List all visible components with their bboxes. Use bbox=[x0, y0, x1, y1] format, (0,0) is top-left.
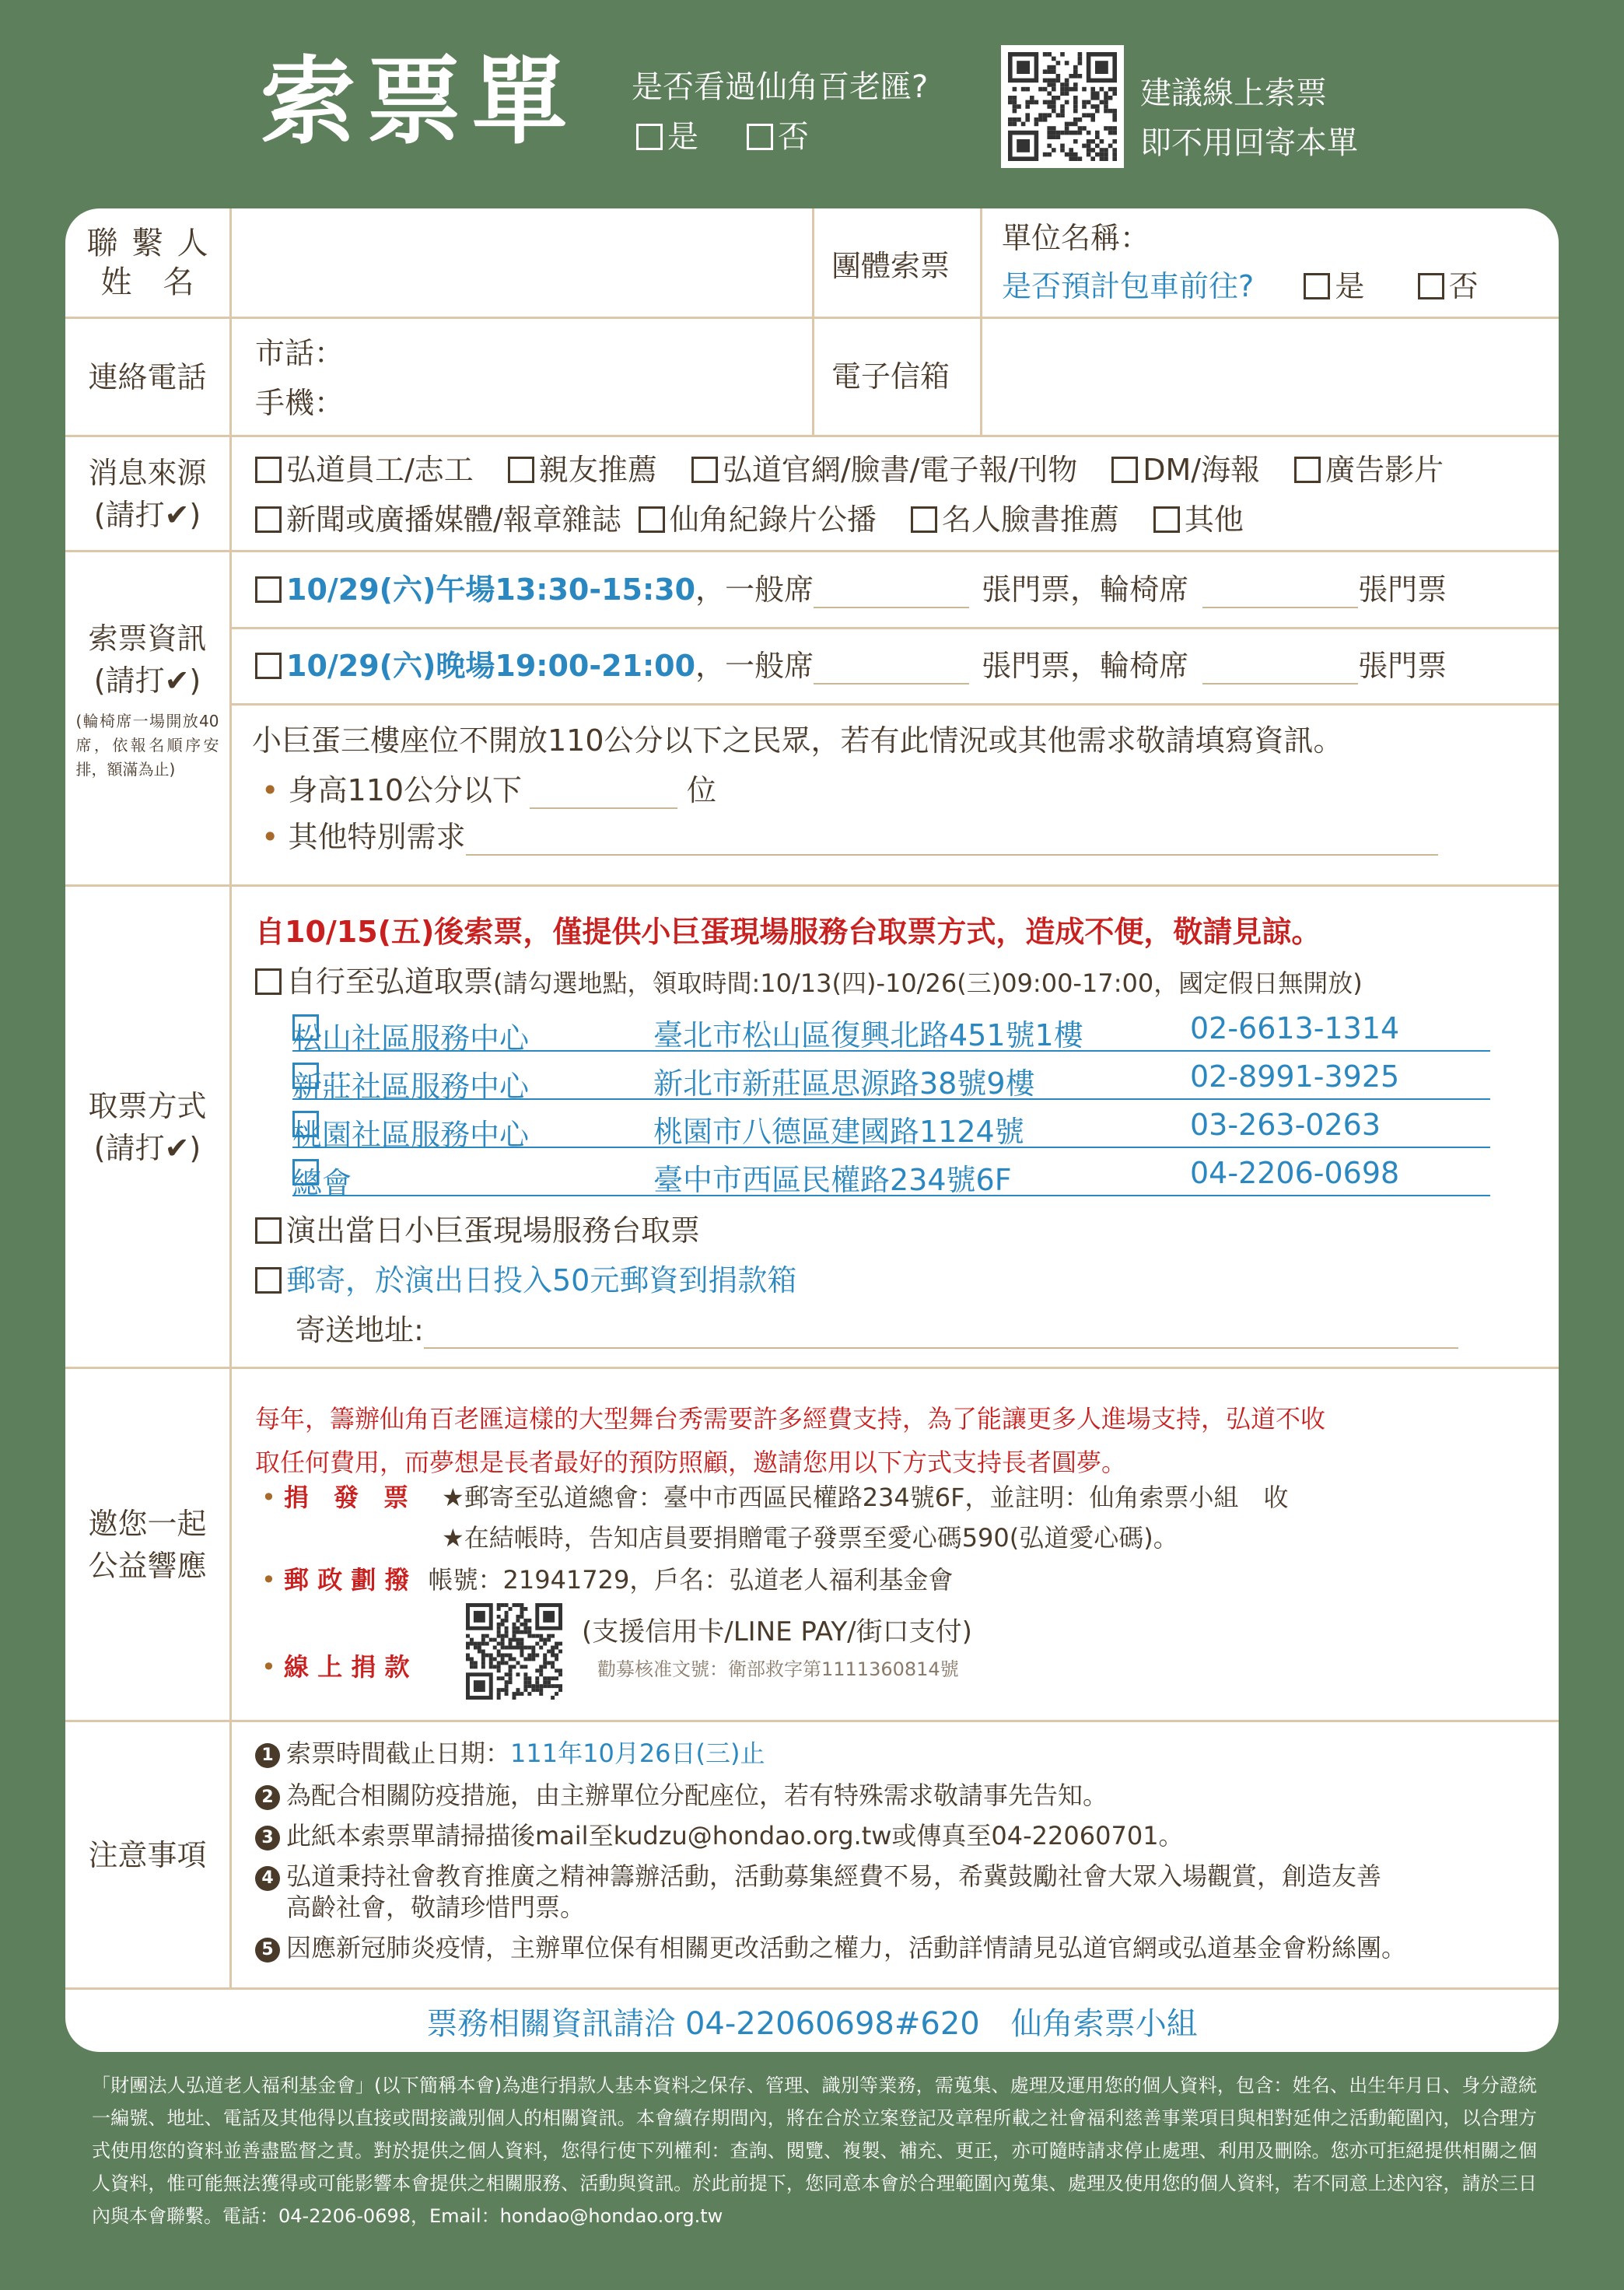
mobile-phone-field[interactable]: 手機： bbox=[255, 386, 345, 420]
session2-time: 10/29(六)晚場19:00-21:00 bbox=[286, 649, 696, 683]
session1-time: 10/29(六)午場13:30-15:30 bbox=[286, 572, 696, 607]
checkbox-icon[interactable] bbox=[255, 968, 282, 995]
checkbox-icon[interactable] bbox=[255, 506, 282, 533]
qr-code-icon bbox=[466, 1603, 562, 1700]
checkmark-icon: ✔ bbox=[164, 1130, 190, 1165]
note-item-1: 1 索票時間截止日期：111年10月26日(三)止 bbox=[255, 1738, 765, 1769]
notes-label: 注意事項 bbox=[65, 1722, 232, 1987]
group-ticket-label: 團體索票 bbox=[831, 249, 950, 283]
source-option[interactable]: 弘道官網/臉書/電子報/刊物 bbox=[691, 453, 1077, 487]
pickup-location-row[interactable]: 松山社區服務中心 臺北市松山區復興北路451號1樓 02-6613-1314 bbox=[292, 1008, 1490, 1052]
checkbox-icon[interactable] bbox=[1153, 506, 1180, 533]
session1-row: 10/29(六)午場13:30-15:30，一般席 張門票，輪椅席 張門票 bbox=[255, 572, 1447, 608]
source-option[interactable]: 弘道員工/志工 bbox=[255, 453, 474, 487]
source-option[interactable]: 新聞或廣播媒體/報章雜誌 bbox=[255, 502, 621, 537]
header bbox=[0, 0, 1624, 202]
source-option[interactable]: 廣告影片 bbox=[1294, 453, 1444, 487]
source-option[interactable]: 親友推薦 bbox=[508, 453, 657, 487]
source-label: 消息來源 (請打✔) bbox=[65, 437, 232, 550]
note-item-4: 4 弘道秉持社會教育推廣之精神籌辦活動，活動募集經費不易，希冀鼓勵社會大眾入場觀賞，創造友善 高齡社會，敬請珍惜門票。 bbox=[255, 1861, 1381, 1923]
session2-row: 10/29(六)晚場19:00-21:00，一般席 張門票，輪椅席 張門票 bbox=[255, 649, 1447, 685]
online-donation: • 線 上 捐 款 bbox=[261, 1652, 410, 1682]
bus-question: 是否預計包車前往? 是 否 bbox=[1002, 269, 1479, 303]
online-donation-note: (支援信用卡/LINE PAY/街口支付) bbox=[582, 1616, 972, 1647]
source-section bbox=[65, 437, 1559, 552]
online-ticket-hint bbox=[1140, 68, 1358, 168]
qr-code-icon[interactable] bbox=[466, 1603, 562, 1700]
note-item-5: 5 因應新冠肺炎疫情，主辦單位保有相關更改活動之權力，活動詳情請見弘道官網或弘道基金會粉絲團。 bbox=[255, 1932, 1406, 1963]
seen-no-option[interactable]: 否 bbox=[747, 118, 809, 156]
pickup-warning: 自10/15(五)後索票，僅提供小巨蛋現場服務台取票方式，造成不便，敬請見諒。 bbox=[255, 915, 1321, 949]
online-hint-line2: 即不用回寄本單 bbox=[1140, 125, 1358, 161]
source-option[interactable]: 名人臉書推薦 bbox=[911, 502, 1119, 537]
contact-label: 聯繫人 姓 名 bbox=[65, 208, 232, 317]
ticket-contact-footer: 票務相關資訊請洽 04-22060698#620 仙角索票小組 bbox=[426, 2005, 1198, 2042]
checkbox-icon[interactable] bbox=[255, 457, 282, 483]
checkbox-icon[interactable] bbox=[1294, 457, 1321, 483]
checkmark-icon: ✔ bbox=[164, 664, 190, 698]
source-option[interactable]: 其他 bbox=[1153, 502, 1244, 537]
page-title: 索票單 bbox=[261, 47, 578, 157]
checkbox-icon[interactable] bbox=[691, 457, 718, 483]
numbered-circle-icon: 1 bbox=[255, 1743, 280, 1768]
pickup-label: 取票方式 (請打✔) bbox=[65, 887, 232, 1367]
permit-number: 勸募核准文號：衛部救字第1111360814號 bbox=[597, 1658, 959, 1680]
qr-code-icon bbox=[1008, 52, 1117, 161]
numbered-circle-icon: 3 bbox=[255, 1826, 280, 1851]
form-card bbox=[65, 208, 1559, 2052]
phone-section bbox=[65, 319, 1559, 437]
checkbox-icon[interactable] bbox=[255, 1217, 282, 1244]
seen-before-question: 是否看過仙角百老匯? bbox=[632, 69, 929, 105]
mail-address-row: 寄送地址: bbox=[296, 1313, 1458, 1349]
checkbox-icon[interactable] bbox=[747, 124, 773, 150]
qr-code-icon[interactable] bbox=[1001, 45, 1124, 168]
session1-general-field[interactable] bbox=[814, 577, 969, 608]
email-label: 電子信箱 bbox=[831, 359, 950, 394]
invoice-method-2: ★在結帳時，告知店員要捐贈電子發票至愛心碼590(弘道愛心碼)。 bbox=[442, 1523, 1178, 1553]
privacy-statement: 「財團法人弘道老人福利基金會」(以下簡稱本會)為進行捐款人基本資料之保存、管理、識別等業務，需蒐集、處理及運用您的個人資料，包含：姓名、出生年月日、身分證統一編號、地址、電話及其他得以直接或間接識別個人的相關資訊。本會續存期間內，將在合於立案登記及章程所載之社會福利慈善事業項目與相對延伸之活動範圍內，以合理方式使用您的資料並善盡監督之責。對於提供之個人資料，您得行使下列權利：查詢、閱覽、複製、補充、更正，亦可隨時請求停止處理、利用及刪除。您亦可拒絕提供相關之個人資料，惟可能無法獲得或可能影響本會提供之相關服務、活動與資訊。於此前提下，您同意本會於合理範圍內蒐集、處理及使用您的個人資料，若不同意上述內容，請於三日內與本會聯繫。電話：04-2206-0698，Email：hondao@hondao.org.tw bbox=[92, 2075, 1537, 2227]
session2-general-field[interactable] bbox=[814, 653, 969, 685]
charity-label: 邀您一起 公益響應 bbox=[65, 1369, 232, 1720]
phone-label: 連絡電話 bbox=[65, 319, 232, 435]
note-item-2: 2 為配合相關防疫措施，由主辦單位分配座位，若有特殊需求敬請事先告知。 bbox=[255, 1780, 1108, 1811]
session1-wheelchair-field[interactable] bbox=[1202, 577, 1358, 608]
invoice-method-1: ★郵寄至弘道總會：臺中市西區民權路234號6F，並註明：仙角索票小組 收 bbox=[442, 1483, 1289, 1512]
ticket-section bbox=[65, 552, 1559, 887]
note-item-3: 3 此紙本索票單請掃描後mail至kudzu@hondao.org.tw或傳真至04-22060701。 bbox=[255, 1820, 1184, 1851]
session2-wheelchair-field[interactable] bbox=[1202, 653, 1358, 685]
height-notice: 小巨蛋三樓座位不開放110公分以下之民眾，若有此情況或其他需求敬請填寫資訊。 bbox=[252, 723, 1343, 758]
checkbox-icon[interactable] bbox=[1418, 273, 1444, 299]
height-item: • 身高110公分以下 位 bbox=[261, 773, 717, 807]
mail-pickup-option[interactable]: 郵寄，於演出日投入50元郵資到捐款箱 bbox=[255, 1263, 796, 1299]
notes-section bbox=[65, 1722, 1559, 1990]
seen-yes-option[interactable]: 是 bbox=[636, 118, 698, 156]
checkbox-icon[interactable] bbox=[636, 124, 663, 150]
email-field[interactable] bbox=[999, 334, 1543, 420]
source-option[interactable]: DM/海報 bbox=[1111, 453, 1260, 487]
pickup-location-row[interactable]: 總會 臺中市西區民權路234號6F 04-2206-0698 bbox=[292, 1153, 1490, 1196]
checkbox-icon[interactable] bbox=[508, 457, 534, 483]
checkbox-icon[interactable] bbox=[255, 1267, 282, 1294]
onsite-pickup-option[interactable]: 演出當日小巨蛋現場服務台取票 bbox=[255, 1213, 700, 1249]
contact-name-field[interactable] bbox=[244, 232, 866, 302]
contact-section bbox=[65, 208, 1559, 319]
checkbox-icon[interactable] bbox=[911, 506, 937, 533]
postal-donation: • 郵 政 劃 撥 帳號：21941729，戶名：弘道老人福利基金會 bbox=[261, 1565, 954, 1595]
source-option[interactable]: 仙角紀錄片公播 bbox=[639, 502, 877, 537]
other-needs-item: • 其他特別需求 bbox=[261, 820, 1438, 856]
charity-intro: 每年，籌辦仙角百老匯這樣的大型舞台秀需要許多經費支持，為了能讓更多人進場支持，弘道不收 取任何費用，而夢想是長者最好的預防照顧，邀請您用以下方式支持長者圓夢。 bbox=[255, 1404, 1326, 1477]
other-needs-field[interactable] bbox=[466, 825, 1438, 856]
checkbox-icon[interactable] bbox=[255, 653, 282, 679]
source-options-row2 bbox=[255, 502, 1244, 538]
home-phone-field[interactable]: 市話： bbox=[255, 336, 345, 370]
checkmark-icon: ✔ bbox=[164, 497, 190, 532]
checkbox-icon[interactable] bbox=[1111, 457, 1138, 483]
online-hint-line1: 建議線上索票 bbox=[1140, 75, 1327, 111]
numbered-circle-icon: 5 bbox=[255, 1938, 280, 1963]
pickup-section bbox=[65, 887, 1559, 1369]
checkbox-icon[interactable] bbox=[255, 576, 282, 603]
unit-name-field[interactable]: 單位名稱： bbox=[1002, 221, 1150, 255]
height-count-field[interactable] bbox=[530, 778, 677, 809]
self-pickup-option[interactable]: 自行至弘道取票(請勾選地點，領取時間:10/13(四)-10/26(三)09:00-17:00，國定假日無開放) bbox=[255, 965, 1363, 1000]
source-options-row1 bbox=[255, 453, 1444, 488]
pickup-location-row[interactable]: 新莊社區服務中心 新北市新莊區思源路38號9樓 02-8991-3925 bbox=[292, 1056, 1490, 1100]
numbered-circle-icon: 4 bbox=[255, 1866, 280, 1891]
numbered-circle-icon: 2 bbox=[255, 1785, 280, 1810]
charity-section bbox=[65, 1369, 1559, 1722]
invoice-donation: • 捐 發 票 bbox=[261, 1483, 409, 1512]
checkbox-icon[interactable] bbox=[639, 506, 665, 533]
seen-before-options bbox=[636, 118, 809, 156]
mail-address-field[interactable] bbox=[424, 1318, 1458, 1349]
ticket-label: 索票資訊 (請打✔) (輪椅席一場開放40席，依報名順序安排，額滿為止) bbox=[65, 552, 232, 884]
pickup-location-row[interactable]: 桃園社區服務中心 桃園市八德區建國路1124號 03-263-0263 bbox=[292, 1105, 1490, 1148]
checkbox-icon[interactable] bbox=[1304, 273, 1330, 299]
